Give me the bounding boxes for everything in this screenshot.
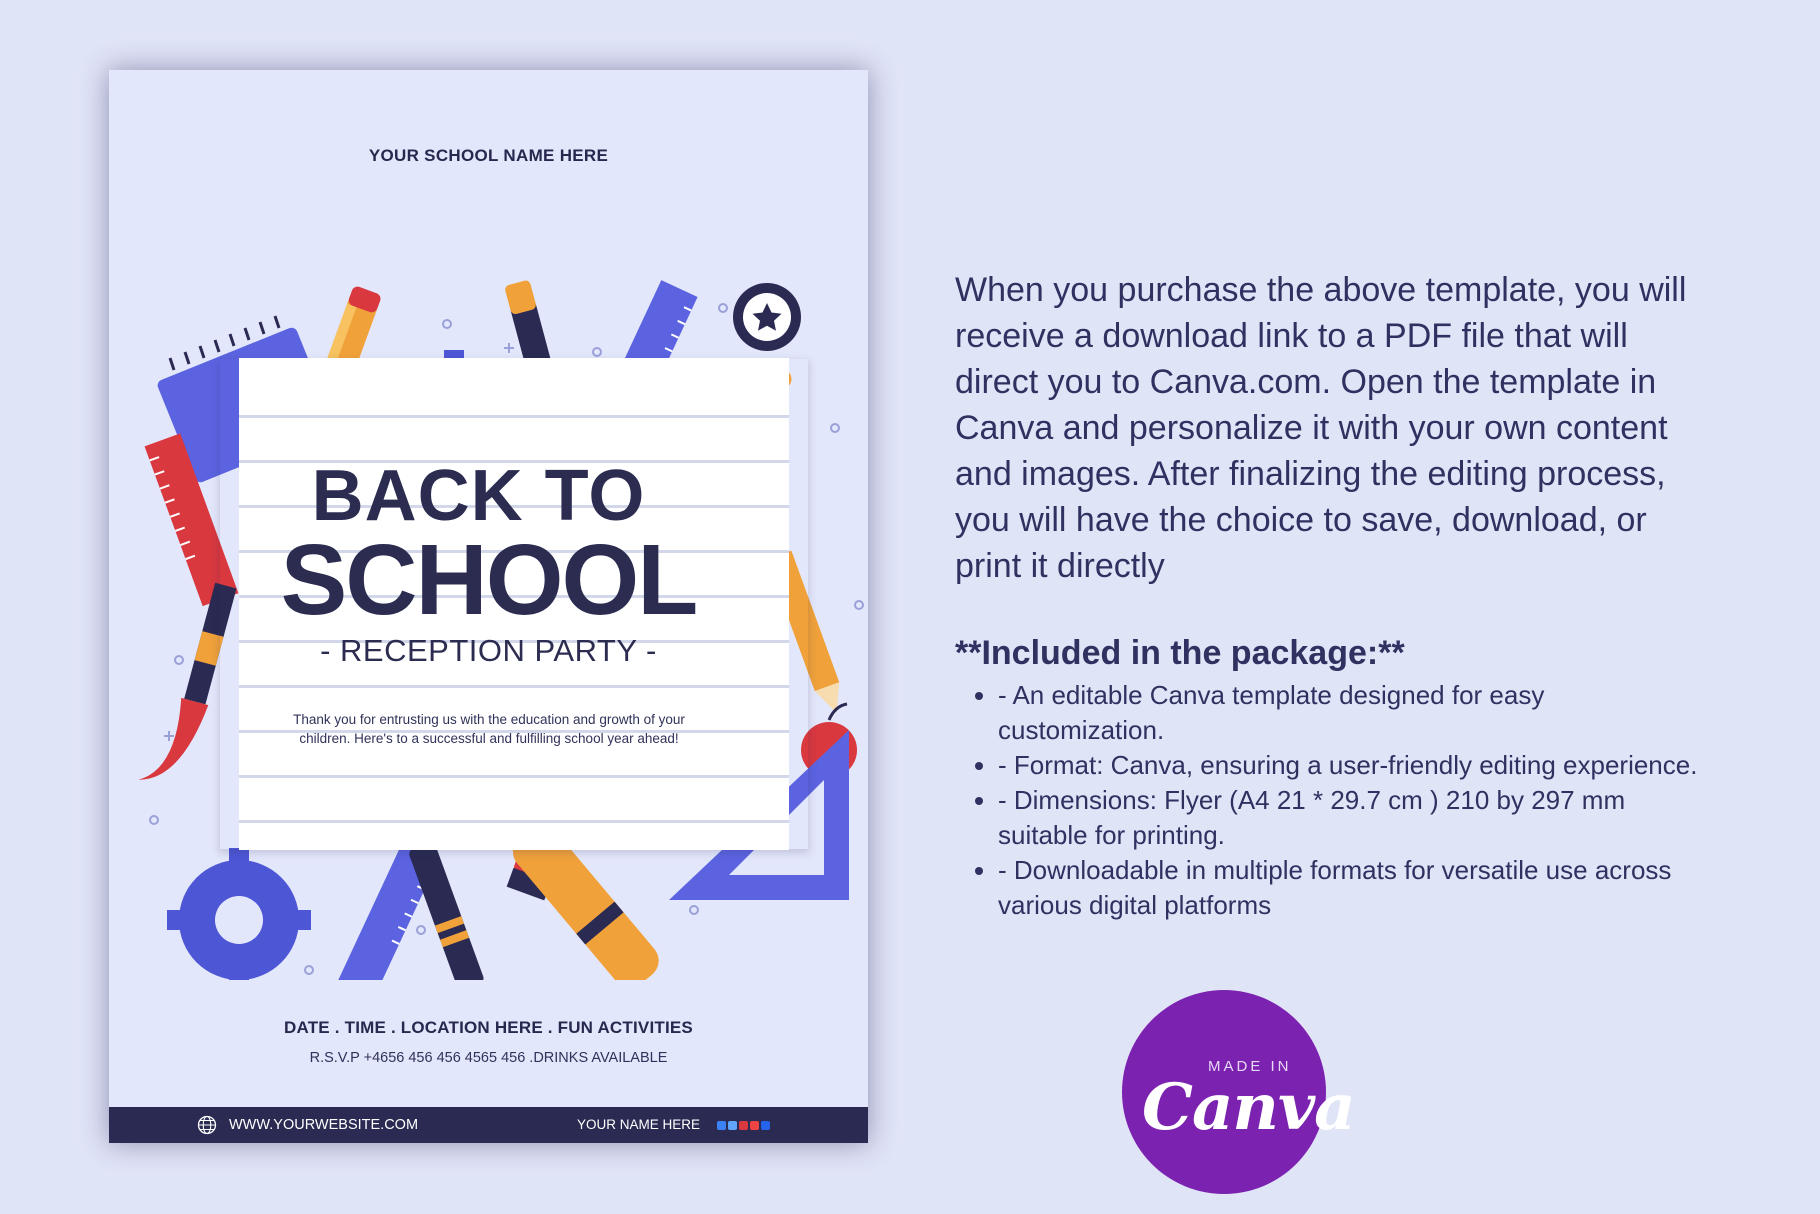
gear-icon [167,848,311,980]
package-title: **Included in the package:** [955,634,1405,672]
twitter-icon [728,1121,737,1130]
rsvp-line: R.S.V.P +4656 456 456 4565 456 .DRINKS AVAILABLE [309,1050,668,1066]
pen-icon [408,841,496,980]
instagram-icon [739,1121,748,1130]
linkedin-icon [761,1121,770,1130]
social-icons [717,1121,770,1130]
made-in-canva-badge [1122,990,1355,1194]
list-item: • - An editable Canva template designed for easy customization. [998,678,1698,748]
badge-made-in: MADE IN [1208,1058,1292,1075]
event-details: DATE . TIME . LOCATION HERE . FUN ACTIVITIES [284,1018,693,1037]
list-item: • - Dimensions: Flyer (A4 21 * 29.7 cm ) 210 by 297 mm suitable for printing. [998,783,1698,853]
thank-you-message: Thank you for entrusting us with the education and growth of your children. Here's to a successful and fulfilling school year ahead! [293,712,685,746]
canva-logo: Canva [1142,1070,1355,1145]
facebook-icon [717,1121,726,1130]
star-badge-icon [733,283,801,351]
title-line-2: SCHOOL [280,524,697,636]
globe-icon [197,1115,217,1135]
youtube-icon [750,1121,759,1130]
school-name: YOUR SCHOOL NAME HERE [368,146,609,165]
title-line-1: BACK TO [311,456,646,536]
list-item: • - Downloadable in multiple formats for versatile use across various digital platforms [998,853,1698,923]
flyer-footer [109,1107,868,1143]
flyer-template [109,70,868,1143]
website-url: WWW.YOURWEBSITE.COM [229,1117,419,1133]
purchase-description: When you purchase the above template, you will receive a download link to a PDF file that will direct you to Canva.com. Open the template in Canva and personalize it with your own content and images. After finalizing the editing process, you will have the choice to save, download, or print it directly [955,271,1687,585]
package-list [974,678,1698,923]
subtitle: - RECEPTION PARTY - [320,633,657,668]
owner-name: YOUR NAME HERE [577,1117,701,1132]
list-item: • - Format: Canva, ensuring a user-friendly editing experience. [998,748,1698,783]
